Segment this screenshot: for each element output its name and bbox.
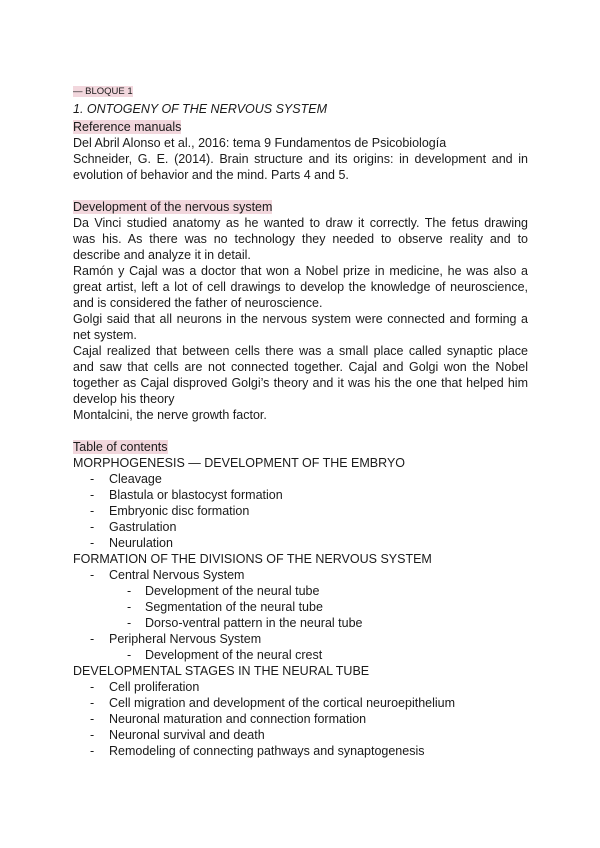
- toc-item: - Cell migration and development of the cortical neuroepithelium: [73, 695, 528, 711]
- toc-item: - Gastrulation: [73, 519, 528, 535]
- toc-item: - Neuronal survival and death: [73, 727, 528, 743]
- toc-item: - Cleavage: [73, 471, 528, 487]
- document-page: [73, 86, 528, 759]
- bloque-label: — BLOQUE 1: [73, 86, 133, 97]
- toc-section-title: MORPHOGENESIS — DEVELOPMENT OF THE EMBRYO: [73, 456, 406, 470]
- toc-item: - Remodeling of connecting pathways and synaptogenesis: [73, 743, 528, 759]
- toc-item: - Neurulation: [73, 535, 528, 551]
- reference-item: Schneider, G. E. (2014). Brain structure and its origins: in development and in evolution of behavior and the mind. Parts 4 and 5.: [73, 152, 528, 182]
- toc-item: - Peripheral Nervous System: [73, 631, 528, 647]
- toc-item: - Neuronal maturation and connection formation: [73, 711, 528, 727]
- development-paragraph: Ramón y Cajal was a doctor that won a Nobel prize in medicine, he was also a great artist, left a lot of cell drawings to develop the knowledge of neuroscience, and is considered the father of neuroscience.: [73, 264, 528, 310]
- toc-item: - Cell proliferation: [73, 679, 528, 695]
- toc-item: - Embryonic disc formation: [73, 503, 528, 519]
- development-paragraph: Golgi said that all neurons in the nervous system were connected and forming a net system.: [73, 312, 528, 342]
- toc-section-title: FORMATION OF THE DIVISIONS OF THE NERVOUS SYSTEM: [73, 552, 432, 566]
- toc-item: - Central Nervous System: [73, 567, 528, 583]
- toc-list: [73, 567, 528, 663]
- toc-item: - Blastula or blastocyst formation: [73, 487, 528, 503]
- toc-subitem: - Development of the neural tube: [73, 583, 528, 599]
- document-title: 1. ONTOGENY OF THE NERVOUS SYSTEM: [73, 102, 327, 116]
- toc-list: [73, 679, 528, 759]
- toc-subitem: - Development of the neural crest: [73, 647, 528, 663]
- development-paragraph: Da Vinci studied anatomy as he wanted to draw it correctly. The fetus drawing was his. As there was no technology they needed to observe reality and to describe and analyze it in detail.: [73, 216, 528, 262]
- development-paragraph: Montalcini, the nerve growth factor.: [73, 408, 267, 422]
- reference-heading: Reference manuals: [73, 120, 182, 134]
- reference-item: Del Abril Alonso et al., 2016: tema 9 Fundamentos de Psicobiología: [73, 136, 447, 150]
- toc-section-title: DEVELOPMENTAL STAGES IN THE NEURAL TUBE: [73, 664, 370, 678]
- toc-subitem: - Segmentation of the neural tube: [73, 599, 528, 615]
- development-paragraph: Cajal realized that between cells there was a small place called synaptic place and saw that cells are not connected together. Cajal and Golgi won the Nobel together as Cajal disproved Golgi’s theory and it was his the one that helped him develop his theory: [73, 344, 528, 406]
- toc-list: [73, 471, 528, 551]
- toc-subitem: - Dorso-ventral pattern in the neural tube: [73, 615, 528, 631]
- development-heading: Development of the nervous system: [73, 200, 273, 214]
- toc-heading: Table of contents: [73, 440, 168, 454]
